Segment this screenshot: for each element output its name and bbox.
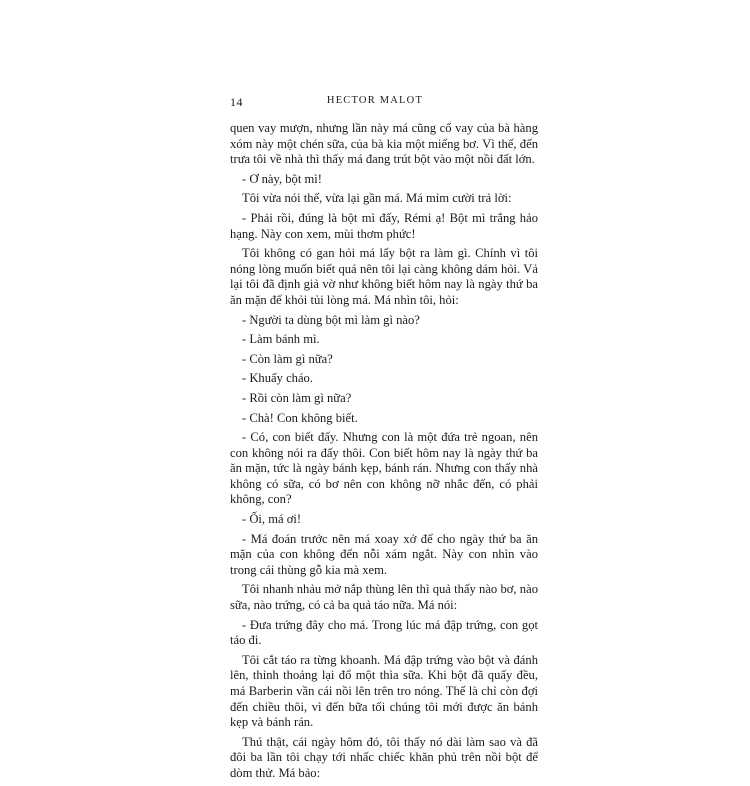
running-head-author: HECTOR MALOT [326,95,424,106]
paragraph: - Rồi còn làm gì nữa? [242,390,352,405]
page-number: 14 [230,95,243,109]
paragraph: - Làm bánh mì. [242,332,320,347]
paragraph: Tôi vừa nói thế, vừa lại gần má. Má mỉm cười trả lời: [242,191,512,206]
paragraph: - Chà! Con không biết. [242,410,358,425]
body-text [230,121,538,786]
paragraph: - Ơ này, bột mì! [242,171,322,186]
paragraph: Tôi cắt táo ra từng khoanh. Má đập trứng vào bột và đánh lên, thỉnh thoảng lại đổ một thìa sữa. Khi bột đã quấy đều, má Barberin vần cái nồi lên trên tro nóng. Thế là chỉ còn đợi đến chiều thôi, vì đến bữa tối chúng tôi mới được ăn bánh kẹp và bánh rán. [230,652,538,730]
paragraph: - Người ta dùng bột mì làm gì nào? [242,312,420,327]
paragraph: - Phải rồi, đúng là bột mì đấy, Rémi ạ! Bột mì trắng hảo hạng. Này con xem, mùi thơm phức! [230,210,538,241]
paragraph: Tôi nhanh nhảu mở nắp thùng lên thì quả thấy nào bơ, nào sữa, nào trứng, có cả ba quả táo nữa. Má nói: [230,582,538,613]
paragraph: - Khuấy cháo. [242,371,313,386]
running-header [0,95,750,109]
paragraph: - Còn làm gì nữa? [242,351,333,366]
paragraph: - Đưa trứng đây cho má. Trong lúc má đập trứng, con gọt táo đi. [230,617,538,648]
paragraph: Thú thật, cái ngày hôm đó, tôi thấy nó dài làm sao và đã đôi ba lần tôi chạy tới nhấc chiếc khăn phủ trên nồi bột để dòm thử. Má bảo: [230,734,538,780]
paragraph: quen vay mượn, nhưng lần này má cũng cố vay của bà hàng xóm này một chén sữa, của bà kia một miếng bơ. Vì thế, đến trưa tôi về nhà thì thấy má đang trút bột vào một nồi đất lớn. [230,121,538,167]
paragraph: - Má đoán trước nên má xoay xở để cho ngày thứ ba ăn mặn của con không đến nỗi xám ngắt. Này con nhìn vào trong cái thùng gỗ kia mà xem. [230,531,538,577]
paragraph: - Ối, má ơi! [242,512,302,527]
paragraph: - Có, con biết đấy. Nhưng con là một đứa trẻ ngoan, nên con không nói ra đấy thôi. Con biết hôm nay là ngày thứ ba ăn mặn, tức là ngày bánh kẹp, bánh rán. Nhưng con thấy nhà không có sữa, có bơ nên con không nỡ nhắc đến, có phải không, con? [230,430,538,507]
paragraph: Tôi không có gan hỏi má lấy bột ra làm gì. Chính vì tôi nóng lòng muốn biết quá nên tôi lại càng không dám hỏi. Vả lại tôi đã định giả vờ như không biết hôm nay là ngày thứ ba ăn mặn để khỏi tủi lòng má. Má nhìn tôi, hỏi: [230,246,538,307]
